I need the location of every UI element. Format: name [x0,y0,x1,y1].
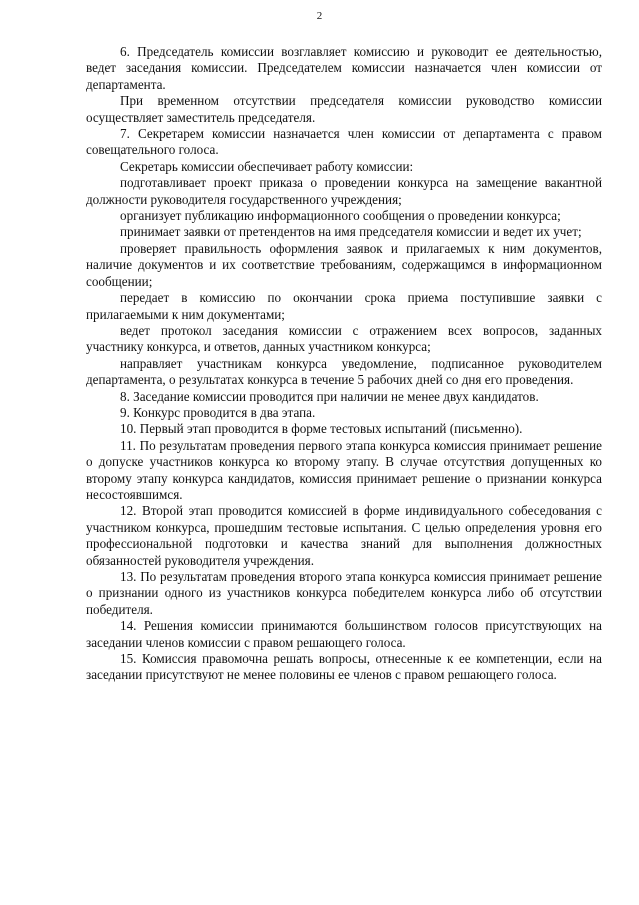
page-number: 2 [316,10,323,22]
paragraph-secretary-duty-2: организует публикацию информационного сообщения о проведении конкурса; [120,208,561,224]
paragraph-secretary-duty-7: направляет участникам конкурса уведомление, подписанное руководителем департамента, о результатах конкурса в течение 5 рабочих дней со дня его проведения. [86,355,602,388]
paragraph-secretary-intro: Секретарь комиссии обеспечивает работу комиссии: [120,158,414,174]
document-body [86,44,602,684]
paragraph-6: 6. Председатель комиссии возглавляет комиссию и руководит ее деятельностью, ведет заседания комиссии. Председателем комиссии назначается член комиссии от департамента. [86,44,602,92]
paragraph-11: 11. По результатам проведения первого этапа конкурса комиссия принимает решение о допуске участников конкурса ко второму этапу. В случае отсутствия допущенных ко второму этапу конкурса кандидатов, комиссия принимает решение о признании конкурса несостоявшимся. [86,437,602,502]
paragraph-14: 14. Решения комиссии принимаются большинством голосов присутствующих на заседании членов комиссии с правом решающего голоса. [86,618,602,650]
paragraph-secretary-duty-5: передает в комиссию по окончании срока приема поступившие заявки с прилагаемыми к ним документами; [86,290,602,322]
paragraph-secretary-duty-6: ведет протокол заседания комиссии с отражением всех вопросов, заданных участнику конкурса, и ответов, данных участником конкурса; [86,322,602,355]
paragraph-7: 7. Секретарем комиссии назначается член комиссии от департамента с правом совещательного голоса. [86,126,602,158]
paragraph-15: 15. Комиссия правомочна решать вопросы, отнесенные к ее компетенции, если на заседании присутствуют не менее половины ее членов с правом решающего голоса. [86,651,602,683]
paragraph-secretary-duty-3: принимает заявки от претендентов на имя председателя комиссии и ведет их учет; [120,224,582,240]
paragraph-secretary-duty-4: проверяет правильность оформления заявок и прилагаемых к ним документов, наличие документов и их соответствие требованиям, содержащимся в информационном сообщении; [86,240,602,289]
paragraph-secretary-duty-1: подготавливает проект приказа о проведении конкурса на замещение вакантной должности руководителя государственного учреждения; [86,175,602,207]
paragraph-6-continuation: При временном отсутствии председателя комиссии руководство комиссии осуществляет заместитель председателя. [86,93,602,125]
paragraph-8: 8. Заседание комиссии проводится при наличии не менее двух кандидатов. [120,388,539,404]
paragraph-13: 13. По результатам проведения второго этапа конкурса комиссия принимает решение о признании одного из участников конкурса победителем конкурса либо об отсутствии победителя. [86,569,602,617]
paragraph-10: 10. Первый этап проводится в форме тестовых испытаний (письменно). [120,421,523,437]
paragraph-12: 12. Второй этап проводится комиссией в форме индивидуального собеседования с участником конкурса, прошедшим тестовые испытания. С целью определения уровня его профессиональной подготовки и качества знаний для выполнения должностных обязанностей руководителя учреждения. [86,503,602,568]
paragraph-9: 9. Конкурс проводится в два этапа. [120,404,316,420]
